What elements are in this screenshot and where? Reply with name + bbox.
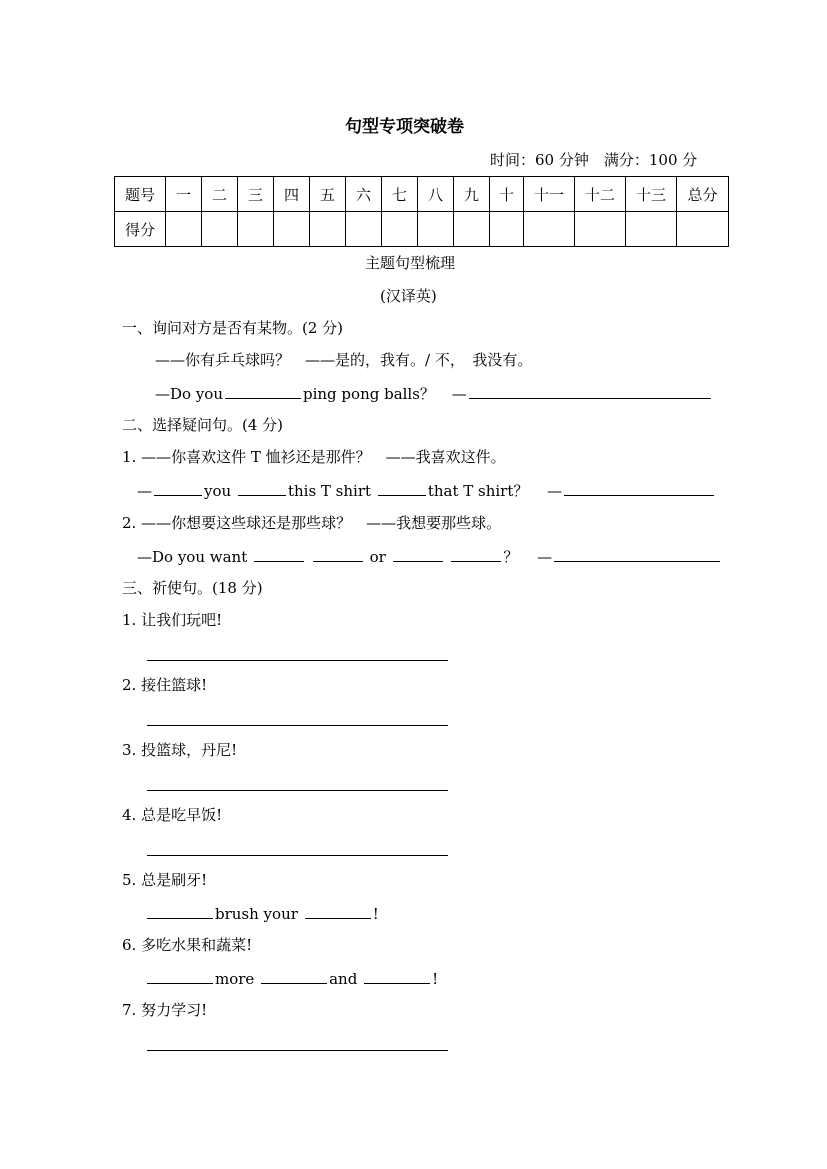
table-cell: 五 bbox=[310, 177, 346, 212]
score-cell[interactable] bbox=[575, 212, 626, 247]
answer-line[interactable] bbox=[147, 1050, 448, 1051]
table-cell: 八 bbox=[418, 177, 454, 212]
part3-item-3: 3. 投篮球，丹尼! bbox=[122, 741, 238, 759]
answer-blank[interactable] bbox=[564, 480, 714, 496]
score-cell[interactable] bbox=[346, 212, 382, 247]
score-cell[interactable] bbox=[490, 212, 524, 247]
part3-item-6-english bbox=[147, 968, 438, 988]
answer-blank[interactable] bbox=[147, 968, 213, 984]
answer-line[interactable] bbox=[147, 790, 448, 791]
part3-item-2: 2. 接住篮球! bbox=[122, 676, 208, 694]
part3-item-4: 4. 总是吃早饭! bbox=[122, 806, 223, 824]
answer-blank[interactable] bbox=[238, 480, 286, 496]
score-cell[interactable] bbox=[454, 212, 490, 247]
score-cell[interactable] bbox=[238, 212, 274, 247]
answer-blank[interactable] bbox=[147, 903, 213, 919]
answer-blank[interactable] bbox=[554, 546, 720, 562]
answer-line[interactable] bbox=[147, 855, 448, 856]
score-cell[interactable] bbox=[166, 212, 202, 247]
section-title: 主题句型梳理 bbox=[365, 254, 456, 272]
answer-blank[interactable] bbox=[364, 968, 430, 984]
part3-item-5-english bbox=[147, 903, 379, 923]
part1-heading: 一、询问对方是否有某物。(2 分) bbox=[122, 319, 344, 337]
table-cell: 六 bbox=[346, 177, 382, 212]
part3-item-1: 1. 让我们玩吧! bbox=[122, 611, 223, 629]
part2-q1-english bbox=[137, 480, 716, 501]
part2-q2-chinese: 2. ——你想要这些球还是那些球？ ——我想要那些球。 bbox=[122, 514, 502, 532]
part2-heading: 二、选择疑问句。(4 分) bbox=[122, 416, 284, 434]
sentence-text: brush your bbox=[215, 905, 298, 923]
table-cell: 七 bbox=[382, 177, 418, 212]
answer-blank[interactable] bbox=[393, 546, 443, 562]
sentence-text: this T shirt bbox=[287, 482, 372, 500]
score-cell[interactable] bbox=[310, 212, 346, 247]
part2-q2-english bbox=[137, 546, 722, 567]
table-cell: 四 bbox=[274, 177, 310, 212]
table-cell: 十 bbox=[490, 177, 524, 212]
table-cell: 十二 bbox=[575, 177, 626, 212]
answer-line[interactable] bbox=[147, 725, 448, 726]
section-subtitle: (汉译英) bbox=[380, 287, 437, 305]
answer-blank[interactable] bbox=[313, 546, 363, 562]
sentence-text: — bbox=[537, 548, 553, 566]
sentence-text: that T shirt？ bbox=[427, 482, 529, 500]
answer-blank[interactable] bbox=[305, 903, 371, 919]
score-table bbox=[114, 176, 729, 247]
part3-heading: 三、祈使句。(18 分) bbox=[122, 579, 263, 597]
table-cell: 二 bbox=[202, 177, 238, 212]
answer-blank[interactable] bbox=[451, 546, 501, 562]
score-cell[interactable] bbox=[626, 212, 677, 247]
sentence-text: —Do you want bbox=[137, 548, 248, 566]
answer-blank[interactable] bbox=[254, 546, 304, 562]
part3-item-6: 6. 多吃水果和蔬菜! bbox=[122, 936, 253, 954]
table-cell: 得分 bbox=[115, 212, 166, 247]
sentence-text: — bbox=[547, 482, 563, 500]
page-title: 句型专项突破卷 bbox=[345, 117, 464, 137]
part2-q1-chinese: 1. ——你喜欢这件 T 恤衫还是那件？ ——我喜欢这件。 bbox=[122, 448, 506, 466]
score-cell[interactable] bbox=[677, 212, 729, 247]
score-table-score-row bbox=[115, 212, 729, 247]
table-cell: 九 bbox=[454, 177, 490, 212]
sentence-text: — bbox=[137, 482, 152, 500]
part3-item-5: 5. 总是刷牙! bbox=[122, 871, 208, 889]
answer-blank[interactable] bbox=[469, 383, 711, 399]
table-cell: 三 bbox=[238, 177, 274, 212]
score-table-header-row bbox=[115, 177, 729, 212]
sentence-text: and bbox=[329, 970, 358, 988]
score-cell[interactable] bbox=[202, 212, 238, 247]
table-cell: 十三 bbox=[626, 177, 677, 212]
score-cell[interactable] bbox=[524, 212, 575, 247]
time-info: 时间：60 分钟 满分：100 分 bbox=[490, 151, 698, 169]
sentence-text: ! bbox=[372, 905, 379, 923]
sentence-text: ？ bbox=[503, 548, 519, 566]
sentence-text: ! bbox=[432, 970, 439, 988]
answer-blank[interactable] bbox=[261, 968, 327, 984]
sentence-text: ping pong balls？ bbox=[303, 385, 435, 403]
sentence-text: or bbox=[369, 548, 386, 566]
score-cell[interactable] bbox=[274, 212, 310, 247]
answer-blank[interactable] bbox=[225, 383, 301, 399]
part1-english bbox=[155, 383, 713, 404]
score-cell[interactable] bbox=[382, 212, 418, 247]
table-cell: 总分 bbox=[677, 177, 729, 212]
sentence-text: — bbox=[451, 385, 467, 403]
score-cell[interactable] bbox=[418, 212, 454, 247]
sentence-text: more bbox=[215, 970, 255, 988]
answer-blank[interactable] bbox=[154, 480, 202, 496]
part1-chinese: ——你有乒乓球吗？ ——是的，我有。/ 不， 我没有。 bbox=[155, 351, 533, 369]
table-cell: 十一 bbox=[524, 177, 575, 212]
answer-blank[interactable] bbox=[378, 480, 426, 496]
answer-line[interactable] bbox=[147, 660, 448, 661]
sentence-text: —Do you bbox=[155, 385, 223, 403]
table-cell: 题号 bbox=[115, 177, 166, 212]
sentence-text: you bbox=[204, 482, 232, 500]
part3-item-7: 7. 努力学习! bbox=[122, 1001, 208, 1019]
table-cell: 一 bbox=[166, 177, 202, 212]
